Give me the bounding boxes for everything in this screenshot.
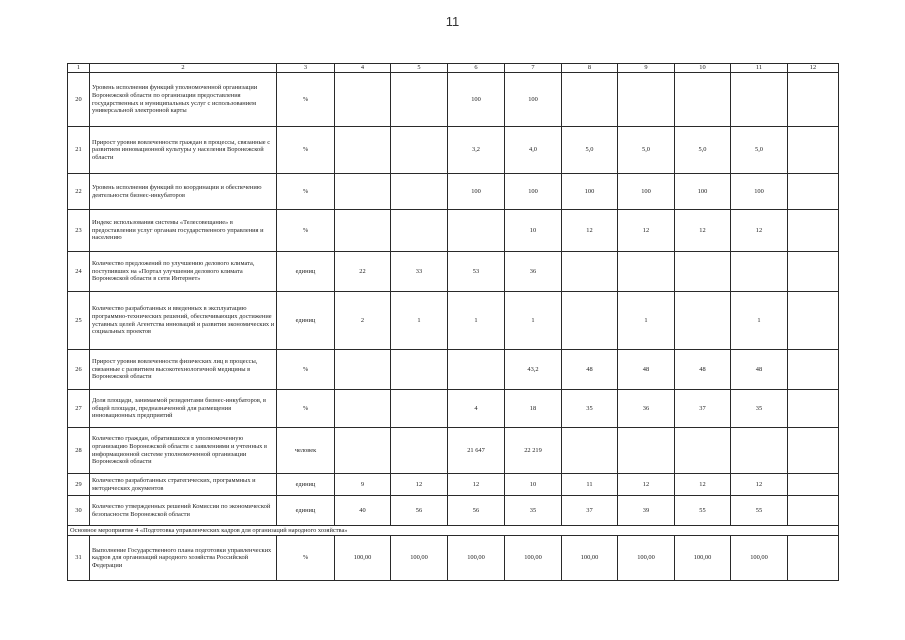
value-cell: 11 [562,474,618,496]
value-cell: 100,00 [391,536,448,581]
unit-cell: единиц [277,252,335,292]
column-number-cell: 4 [335,64,391,73]
value-cell: 100 [448,73,505,127]
value-cell [788,390,839,428]
unit-cell: % [277,174,335,210]
indicator-name-cell: Индекс использования системы «Телесовещание» в предоставлении услуг органам государственного управления и населению [90,210,277,252]
table-row [68,428,839,474]
value-cell [562,428,618,474]
value-cell: 35 [562,390,618,428]
value-cell: 10 [505,474,562,496]
value-cell: 100,00 [335,536,391,581]
unit-cell: % [277,210,335,252]
page-number: 11 [445,14,460,29]
row-number-cell: 26 [68,350,90,390]
value-cell [731,252,788,292]
value-cell [788,536,839,581]
value-cell [335,127,391,174]
value-cell [391,73,448,127]
indicator-name-cell: Количество утвержденных решений Комиссии по экономической безопасности Воронежской области [90,496,277,526]
indicator-name-cell: Уровень исполнения функций уполномоченной организации Воронежской области по организации предоставления государственных и муниципальных услуг с использованием универсальной электронной карты [90,73,277,127]
indicator-name-cell: Выполнение Государственного плана подготовки управленческих кадров для организаций народного хозяйства Российской Федерации [90,536,277,581]
value-cell: 12 [675,210,731,252]
table-row [68,496,839,526]
value-cell: 100,00 [618,536,675,581]
header-row [68,64,839,73]
value-cell [335,210,391,252]
value-cell: 33 [391,252,448,292]
value-cell [335,428,391,474]
row-number-cell: 29 [68,474,90,496]
value-cell: 1 [448,292,505,350]
unit-cell: % [277,390,335,428]
value-cell [562,252,618,292]
value-cell: 100 [505,73,562,127]
value-cell [788,292,839,350]
value-cell [391,174,448,210]
row-number-cell: 27 [68,390,90,428]
column-number-cell: 7 [505,64,562,73]
table-row [68,210,839,252]
value-cell [788,350,839,390]
row-number-cell: 30 [68,496,90,526]
value-cell: 2 [335,292,391,350]
column-number-cell: 1 [68,64,90,73]
value-cell: 36 [505,252,562,292]
value-cell: 100 [618,174,675,210]
column-number-cell: 9 [618,64,675,73]
value-cell [335,174,391,210]
value-cell: 12 [391,474,448,496]
value-cell [675,428,731,474]
value-cell [618,428,675,474]
indicator-name-cell: Количество разработанных стратегических, программных и методических документов [90,474,277,496]
table-row [68,292,839,350]
value-cell: 40 [335,496,391,526]
table-row [68,174,839,210]
row-number-cell: 21 [68,127,90,174]
value-cell: 100 [448,174,505,210]
value-cell: 12 [675,474,731,496]
value-cell: 12 [618,474,675,496]
row-number-cell: 25 [68,292,90,350]
value-cell: 48 [731,350,788,390]
unit-cell: единиц [277,292,335,350]
value-cell: 100,00 [675,536,731,581]
value-cell: 4 [448,390,505,428]
indicator-name-cell: Доля площади, занимаемой резидентами бизнес-инкубаторов, в общей площади, предназначенной для размещения инновационных предприятий [90,390,277,428]
value-cell [335,390,391,428]
value-cell: 56 [448,496,505,526]
indicator-name-cell: Количество граждан, обратившихся в уполномоченную организацию Воронежской области с заявлениями и учтенных в информационной системе уполномоченной организации Воронежской области [90,428,277,474]
value-cell: 12 [731,210,788,252]
indicator-name-cell: Уровень исполнения функций по координации и обеспечению деятельности бизнес-инкубаторов [90,174,277,210]
value-cell: 12 [731,474,788,496]
value-cell [618,73,675,127]
value-cell: 100 [675,174,731,210]
value-cell: 5,0 [731,127,788,174]
unit-cell: человек [277,428,335,474]
value-cell [731,428,788,474]
value-cell: 100 [731,174,788,210]
value-cell [562,292,618,350]
value-cell [788,496,839,526]
value-cell [618,252,675,292]
column-number-cell: 6 [448,64,505,73]
unit-cell: % [277,350,335,390]
row-number-cell: 20 [68,73,90,127]
table-row [68,252,839,292]
value-cell: 53 [448,252,505,292]
value-cell: 5,0 [562,127,618,174]
value-cell: 35 [731,390,788,428]
value-cell: 12 [562,210,618,252]
value-cell [335,73,391,127]
value-cell [391,428,448,474]
table-row [68,350,839,390]
value-cell [675,252,731,292]
table-row [68,536,839,581]
value-cell: 1 [391,292,448,350]
value-cell [788,428,839,474]
unit-cell: % [277,73,335,127]
value-cell [788,474,839,496]
value-cell: 12 [618,210,675,252]
row-number-cell: 24 [68,252,90,292]
value-cell: 1 [505,292,562,350]
value-cell: 48 [562,350,618,390]
table-row [68,73,839,127]
value-cell: 12 [448,474,505,496]
column-number-cell: 11 [731,64,788,73]
value-cell: 100,00 [731,536,788,581]
value-cell: 39 [618,496,675,526]
column-number-cell: 3 [277,64,335,73]
value-cell: 22 219 [505,428,562,474]
section-row [68,526,839,536]
indicator-name-cell: Количество разработанных и введенных в эксплуатацию программно-технических решений, обеспечивающих достижение уставных целей Агентства инноваций и развития экономических и социальных проектов [90,292,277,350]
value-cell: 100,00 [562,536,618,581]
value-cell: 22 [335,252,391,292]
unit-cell: единиц [277,496,335,526]
value-cell: 55 [675,496,731,526]
value-cell: 18 [505,390,562,428]
value-cell [448,350,505,390]
value-cell: 48 [675,350,731,390]
value-cell: 37 [675,390,731,428]
value-cell: 100 [505,174,562,210]
indicators-table [67,63,839,581]
value-cell: 4,0 [505,127,562,174]
row-number-cell: 23 [68,210,90,252]
value-cell: 3,2 [448,127,505,174]
value-cell [391,350,448,390]
value-cell: 37 [562,496,618,526]
value-cell [788,127,839,174]
value-cell: 55 [731,496,788,526]
value-cell: 36 [618,390,675,428]
section-title-cell: Основное мероприятие 4 «Подготовка управленческих кадров для организаций народного хозяйства» [68,526,839,536]
value-cell: 1 [731,292,788,350]
value-cell: 1 [618,292,675,350]
column-number-cell: 12 [788,64,839,73]
indicator-name-cell: Количество предложений по улучшению делового климата, поступивших на «Портал улучшения делового климата Воронежской области в сети Интернет» [90,252,277,292]
value-cell [391,390,448,428]
value-cell [731,73,788,127]
table-row [68,390,839,428]
indicator-name-cell: Прирост уровня вовлеченности физических лиц в процессы, связанные с развитием высокотехнологичной медицины в Воронежской области [90,350,277,390]
value-cell: 10 [505,210,562,252]
column-number-cell: 10 [675,64,731,73]
value-cell [335,350,391,390]
value-cell [391,210,448,252]
column-number-cell: 8 [562,64,618,73]
table-row [68,127,839,174]
row-number-cell: 31 [68,536,90,581]
value-cell: 5,0 [675,127,731,174]
value-cell: 35 [505,496,562,526]
value-cell: 21 647 [448,428,505,474]
value-cell: 5,0 [618,127,675,174]
column-number-cell: 5 [391,64,448,73]
row-number-cell: 22 [68,174,90,210]
indicator-name-cell: Прирост уровня вовлеченности граждан в процессы, связанные с развитием инновационной культуры у населения Воронежской области [90,127,277,174]
value-cell [675,73,731,127]
value-cell [788,252,839,292]
value-cell: 48 [618,350,675,390]
unit-cell: % [277,536,335,581]
unit-cell: % [277,127,335,174]
unit-cell: единиц [277,474,335,496]
value-cell: 100,00 [505,536,562,581]
value-cell: 9 [335,474,391,496]
column-number-cell: 2 [90,64,277,73]
value-cell [788,73,839,127]
value-cell [391,127,448,174]
table-row [68,474,839,496]
value-cell: 100,00 [448,536,505,581]
value-cell: 43,2 [505,350,562,390]
value-cell: 56 [391,496,448,526]
value-cell [788,174,839,210]
value-cell [562,73,618,127]
value-cell [788,210,839,252]
value-cell [675,292,731,350]
value-cell: 100 [562,174,618,210]
value-cell [448,210,505,252]
row-number-cell: 28 [68,428,90,474]
